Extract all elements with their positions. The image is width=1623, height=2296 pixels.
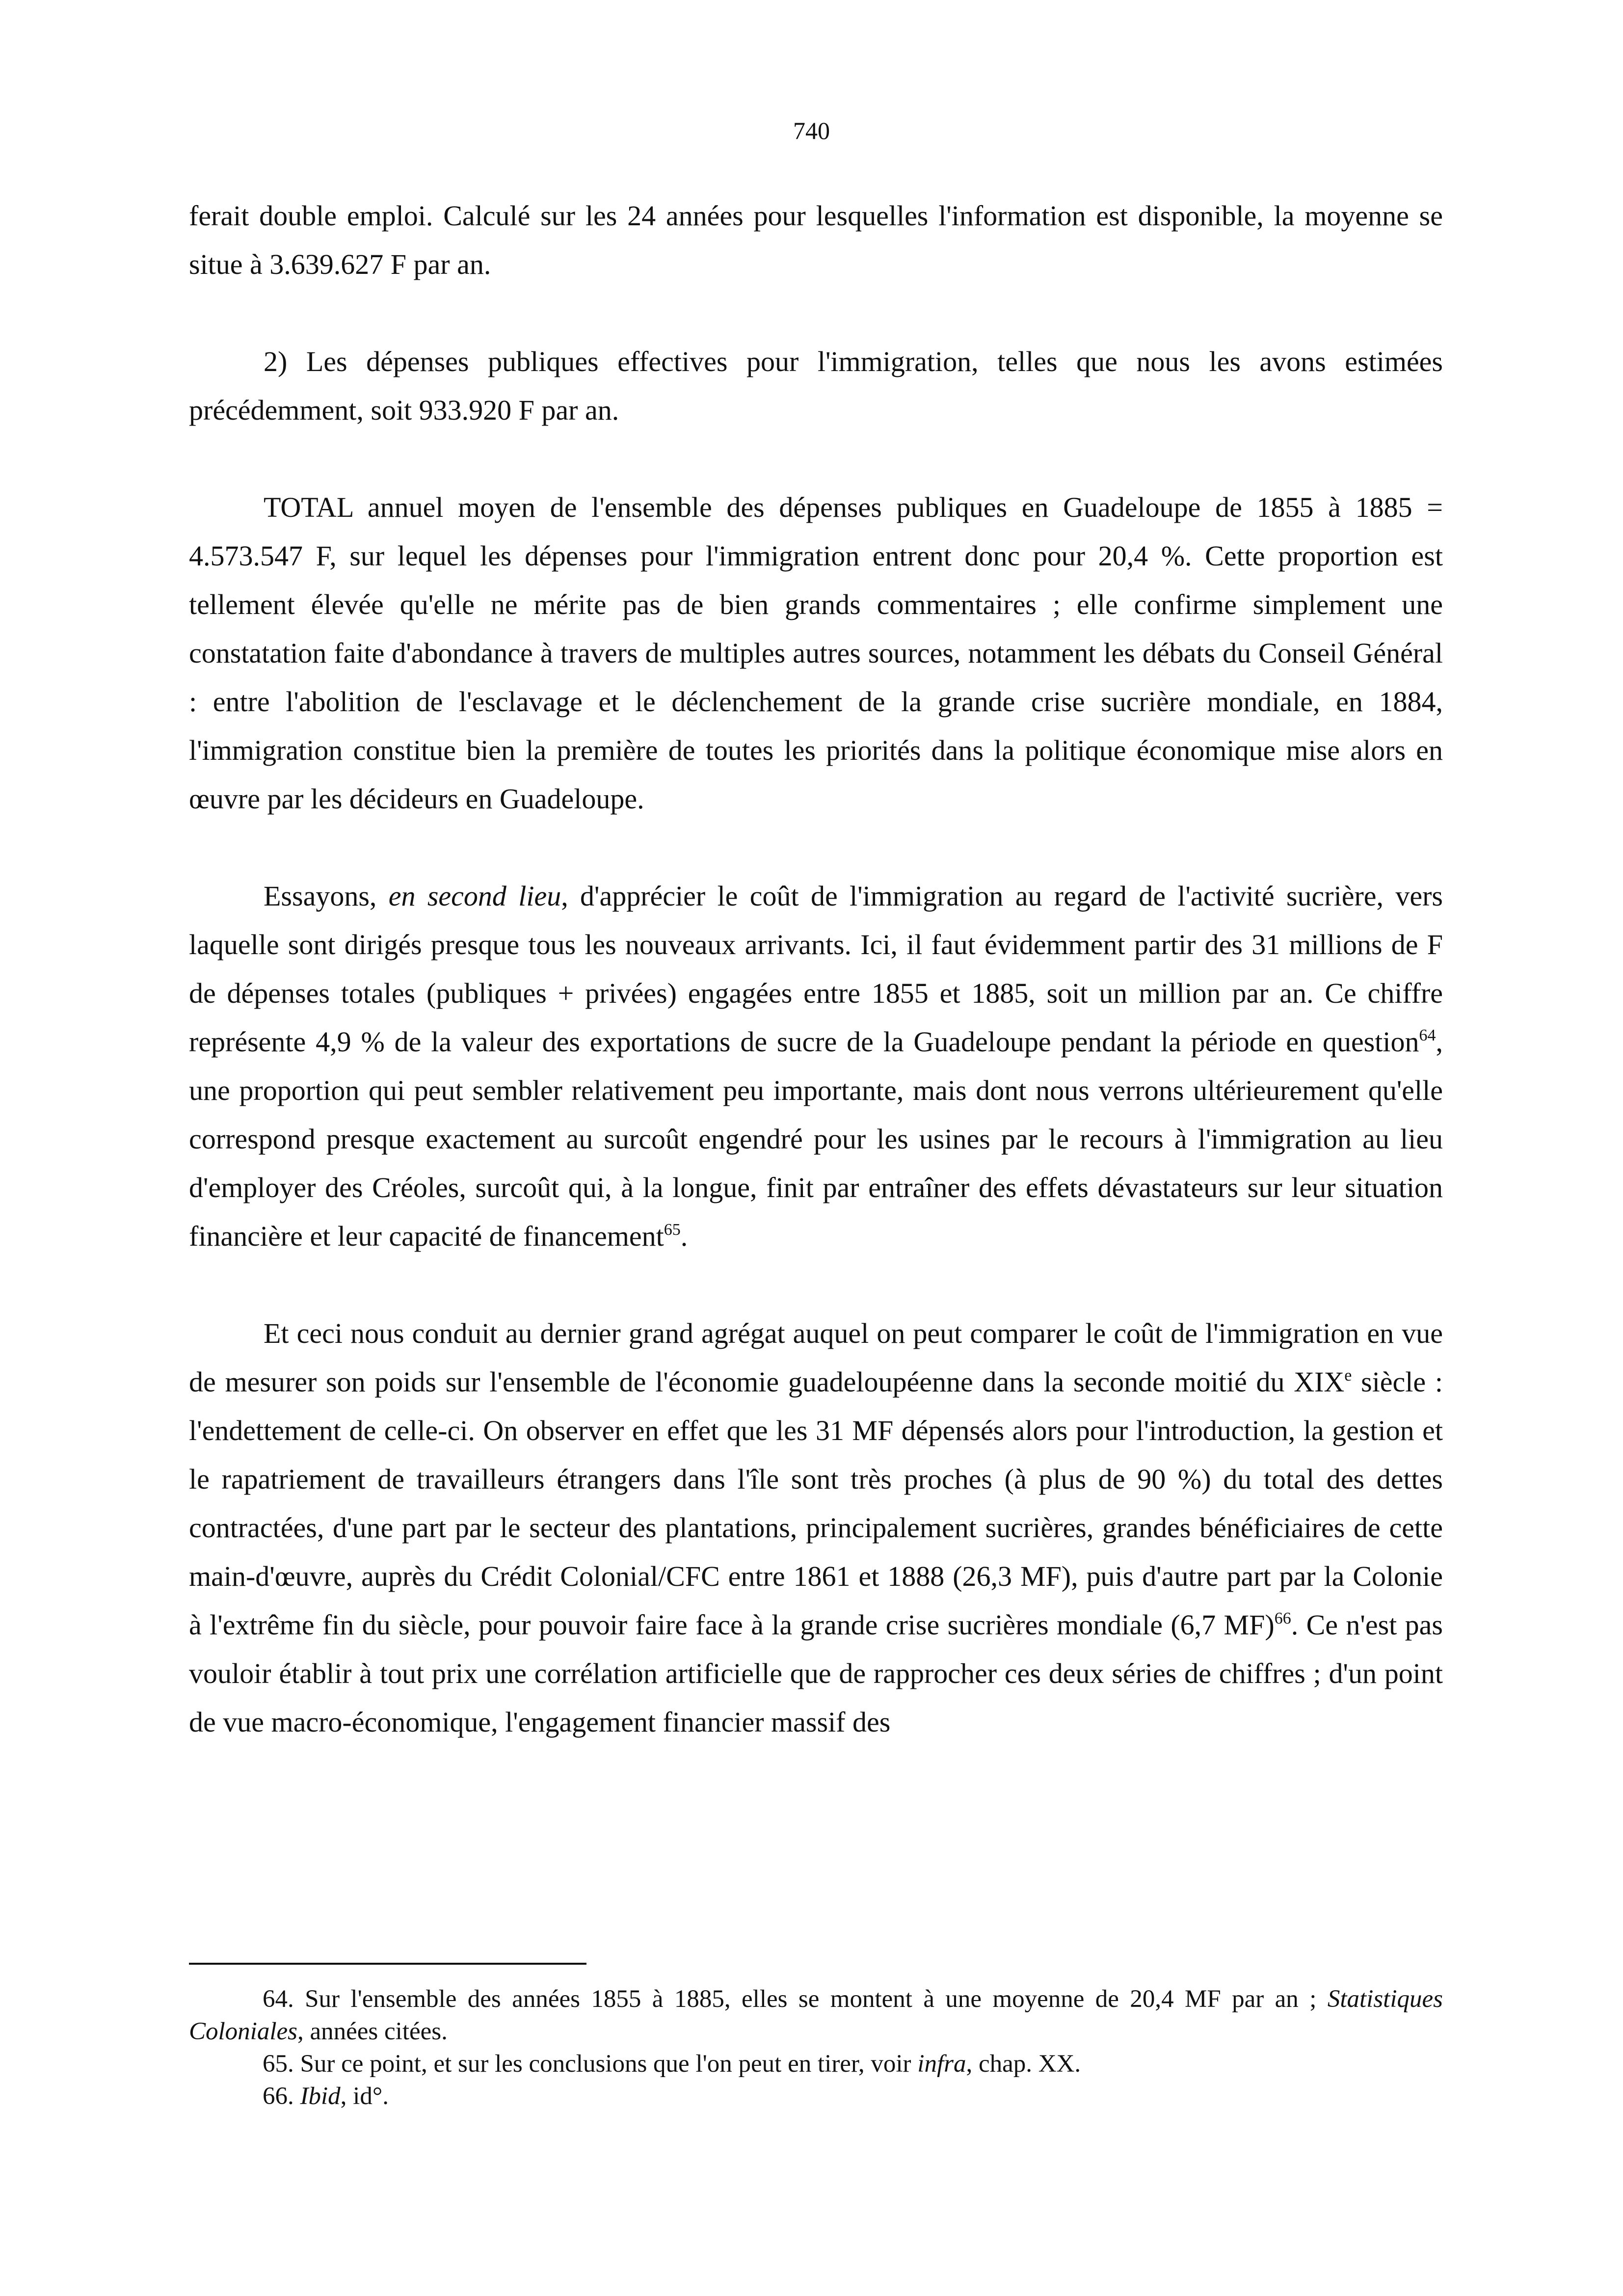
footnote-65 (189, 2048, 1443, 2080)
paragraph-4 (189, 872, 1443, 1260)
footnote-65-text-c: , chap. XX. (966, 2050, 1081, 2078)
paragraph-4-text-e: . (680, 1220, 688, 1252)
footnote-ref-66: 66 (1274, 1609, 1291, 1628)
paragraph-5 (189, 1309, 1443, 1746)
footnote-64 (189, 1983, 1443, 2048)
paragraph-2 (189, 337, 1443, 434)
page-number: 740 (793, 117, 830, 144)
footnote-ref-65: 65 (664, 1221, 681, 1239)
footnote-64-text-c: , années citées. (297, 2018, 448, 2045)
century-superscript: e (1344, 1366, 1352, 1385)
paragraph-4-text-c: , d'apprécier le coût de l'immigration au regard de l'activité sucrière, vers laquelle sont dirigés presque tous les nouveaux arrivants. Ici, il faut évidemment partir des 31 millions de F de dépenses totales (publiques + privées) engagées entre 1855 et 1885, soit un million par an. Ce chiffre représente 4,9 % de la valeur des exportations de sucre de la Guadeloupe pendant la période en question (189, 880, 1443, 1058)
footnote-66 (189, 2080, 1443, 2112)
paragraph-2-text: 2) Les dépenses publiques effectives pour l'immigration, telles que nous les avons estimées précédemment, soit 933.920 F par an. (189, 346, 1443, 426)
paragraph-4-text-d: , une proportion qui peut sembler relativement peu importante, mais dont nous verrons ultérieurement qu'elle correspond presque exactement au surcoût engendré pour les usines par le recours à l'immigration au lieu d'employer des Créoles, surcoût qui, à la longue, finit par entraîner des effets dévastateurs sur leur situation financière et leur capacité de financement (189, 1026, 1443, 1252)
footnote-64-source: Statistiques Coloniales (189, 1985, 1443, 2045)
body-text (189, 191, 1443, 1746)
footnote-ref-64: 64 (1419, 1026, 1436, 1044)
paragraph-1-text: ferait double emploi. Calculé sur les 24 années pour lesquelles l'information est disponible, la moyenne se situe à 3.639.627 F par an. (189, 200, 1443, 280)
footnote-divider (189, 1963, 586, 1965)
paragraph-5-text-a: Et ceci nous conduit au dernier grand agrégat auquel on peut comparer le coût de l'immigration en vue de mesurer son poids sur l'ensemble de l'économie guadeloupéenne dans la seconde moitié du XIX (189, 1317, 1443, 1398)
footnote-66-text-c: , id°. (340, 2082, 389, 2110)
paragraph-5-text-b: siècle : l'endettement de celle-ci. On observer en effet que les 31 MF dépensés alors pour l'introduction, la gestion et le rapatriement de travailleurs étrangers dans l'île sont très proches (à plus de 90 %) du total des dettes contractées, d'une part par le secteur des plantations, principalement sucrières, grandes bénéficiaires de cette main-d'œuvre, auprès du Crédit Colonial/CFC entre 1861 et 1888 (26,3 MF), puis d'autre part par la Colonie à l'extrême fin du siècle, pour pouvoir faire face à la grande crise sucrières mondiale (6,7 MF) (189, 1366, 1443, 1641)
footnote-65-text-a: 65. Sur ce point, et sur les conclusions que l'on peut en tirer, voir (263, 2050, 918, 2078)
footnote-66-ibid: Ibid (300, 2082, 341, 2110)
paragraph-4-emphasis: en second lieu (388, 880, 561, 912)
paragraph-3 (189, 483, 1443, 823)
paragraph-1 (189, 191, 1443, 289)
footnote-64-text-a: 64. Sur l'ensemble des années 1855 à 1885, elles se montent à une moyenne de 20,4 MF par an ; (263, 1985, 1328, 2013)
footnotes (189, 1983, 1443, 2112)
footnote-65-infra: infra (917, 2050, 966, 2078)
paragraph-4-text-a: Essayons, (264, 880, 389, 912)
footnote-66-text-a: 66. (263, 2082, 300, 2110)
paragraph-3-text: TOTAL annuel moyen de l'ensemble des dépenses publiques en Guadeloupe de 1855 à 1885 = 4.573.547 F, sur lequel les dépenses pour l'immigration entrent donc pour 20,4 %. Cette proportion est tellement élevée qu'elle ne mérite pas de bien grands commentaires ; elle confirme simplement une constatation faite d'abondance à travers de multiples autres sources, notamment les débats du Conseil Général : entre l'abolition de l'esclavage et le déclenchement de la grande crise sucrière mondiale, en 1884, l'immigration constitue bien la première de toutes les priorités dans la politique économique mise alors en œuvre par les décideurs en Guadeloupe. (189, 491, 1443, 815)
paragraph-5-text-c: . Ce n'est pas vouloir établir à tout prix une corrélation artificielle que de rapprocher ces deux séries de chiffres ; d'un point de vue macro-économique, l'engagement financier massif des (189, 1609, 1443, 1738)
